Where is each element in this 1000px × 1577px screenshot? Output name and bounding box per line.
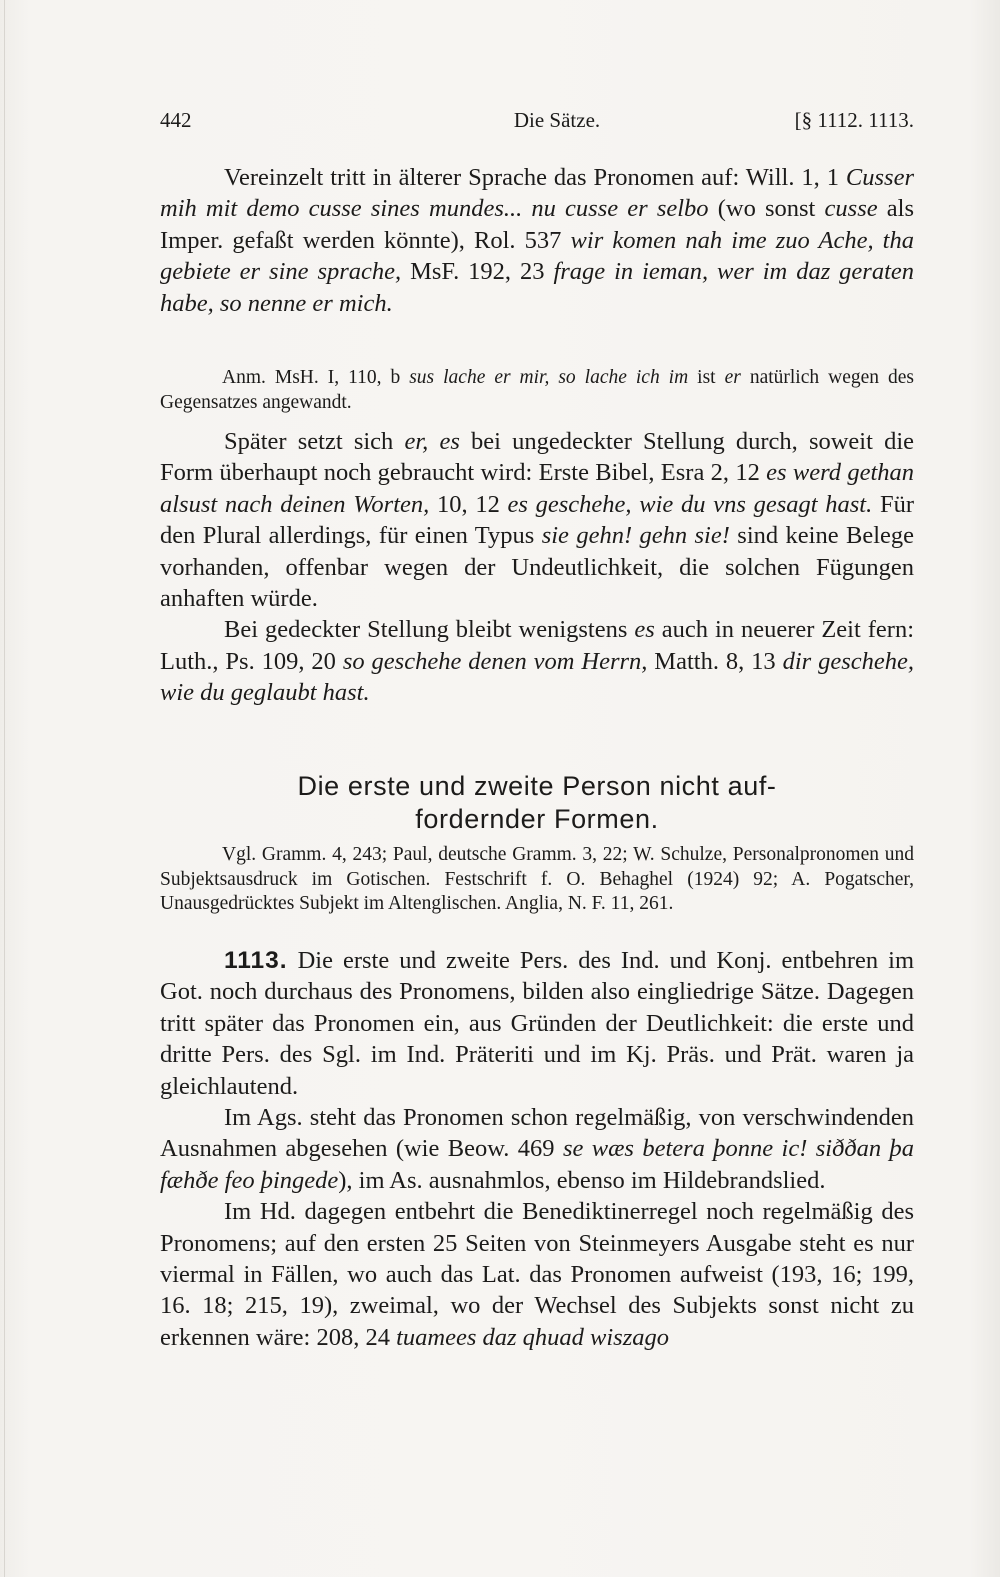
heading-line-1: Die erste und zweite Person nicht auf- — [297, 771, 777, 801]
paragraph-number: 1113. — [224, 947, 288, 974]
paragraph-1113: 1113. Die erste und zweite Pers. des Ind. und Konj. entbehren im Got. noch durchaus des Pronomens, bilden also eingliedrige Sätze. Dagegen tritt später das Pronomen ein, aus Gründen der Deutlichkeit: die erste und dritte Pers. des Sgl. im Ind. Präteriti und im Kj. Präs. und Prät. waren ja gleichlautend. — [160, 947, 914, 1100]
paragraph-hd: Im Hd. dagegen entbehrt die Benediktinerregel noch regelmäßig des Pronomens; auf den ersten 25 Seiten von Steinmeyers Ausgabe steht es nur viermal in Fällen, wo auch das Lat. das Pronomen aufweist (193, 16; 199, 16. 18; 215, 19), zweimal, wo der Wechsel des Subjekts sonst nicht zu erkennen wäre: 208, 24 tuamees daz qhuad wiszago — [160, 1198, 914, 1351]
paragraph-spaeter: Später setzt sich er, es bei ungedeckter Stellung durch, soweit die Form überhaupt noch gebraucht wird: Erste Bibel, Esra 2, 12 es werd gethan alsust nach deinen Worten, 10, 12 es geschehe, wie du vns gesagt hast. Für den Plural allerdings, für einen Typus sie gehn! gehn sie! sind keine Belege vorhanden, offenbar wegen der Undeutlichkeit, die solchen Fügungen anhaften würde. — [160, 428, 915, 613]
page-number: 442 — [160, 108, 192, 132]
paragraph-gedeckter: Bei gedeckter Stellung bleibt wenigstens es auch in neuerer Zeit fern: Luth., Ps. 109, 20 so geschehe denen vom Herrn, Matth. 8, 13 dir geschehe, wie du geglaubt hast. — [160, 616, 915, 707]
section-reference: [§ 1112. 1113. — [794, 108, 914, 132]
bibliography-note — [160, 843, 914, 917]
running-title: Die Sätze. — [513, 108, 601, 132]
paragraph-vereinzelt: Vereinzelt tritt in älterer Sprache das Pronomen auf: Will. 1, 1 Cusser mih mit demo cusse sines mundes... nu cusse er selbo (wo sonst cusse als Imper. gefaßt werden könnte), Rol. 537 wir komen nah ime zuo Ache, tha gebiete er sine sprache, MsF. 192, 23 frage in ieman, wer im daz geraten habe, so nenne er mich. — [160, 164, 915, 317]
paragraph-ags: Im Ags. steht das Pronomen schon regelmäßig, von verschwindenden Ausnahmen abgesehen (wie Beow. 469 se wæs betera þonne ic! siððan þa fæhðe feo þingede), im As. ausnahmlos, ebenso im Hildebrandslied. — [160, 1104, 914, 1194]
annotation-note — [160, 366, 914, 415]
running-header — [160, 108, 914, 138]
page-edge — [4, 0, 5, 1577]
heading-line-2: fordernder Formen. — [415, 804, 659, 834]
anm-paragraph: Anm. MsH. I, 110, b sus lache er mir, so lache ich im ist er natürlich wegen des Gegensatzes angewandt. — [160, 367, 914, 413]
references-paragraph: Vgl. Gramm. 4, 243; Paul, deutsche Gramm. 3, 22; W. Schulze, Personalpronomen und Subjektsausdruck im Gotischen. Festschrift f. O. Behaghel (1924) 92; A. Pogatscher, Unausgedrücktes Subjekt im Altenglischen. Anglia, N. F. 11, 261. — [160, 844, 914, 914]
paragraph-block-3 — [160, 945, 914, 1353]
paragraph-block-1 — [160, 162, 914, 319]
paragraph-block-2 — [160, 426, 914, 709]
section-heading — [160, 770, 914, 836]
